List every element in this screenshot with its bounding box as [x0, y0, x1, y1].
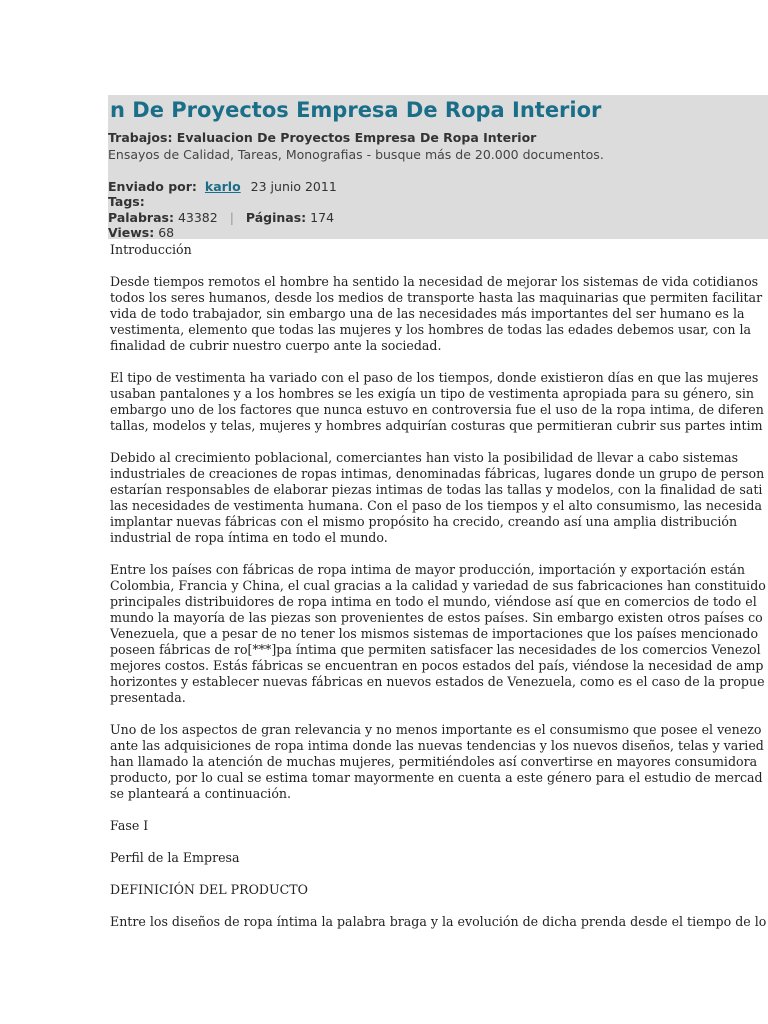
intro-heading: Introducción: [110, 242, 192, 257]
counts-row: [108, 210, 334, 225]
text-line: horizontes y establecer nuevas fábricas en nuevos estados de Venezuela, como es el caso de la propue: [110, 674, 765, 689]
text-line: presentada.: [110, 690, 186, 705]
text-line: Colombia, Francia y China, el cual gracias a la calidad y variedad de sus fabricaciones han constituido: [110, 578, 766, 593]
paragraph-3: [110, 450, 768, 546]
text-line: producto, por lo cual se estima tomar mayormente en cuenta a este género para el estudio de mercad: [110, 770, 763, 785]
tags-row: [108, 194, 145, 209]
tags-label: Tags:: [108, 194, 145, 209]
fase-heading: Fase I: [110, 818, 149, 833]
text-line: industriales de creaciones de ropas intimas, denominadas fábricas, lugares donde un grupo de person: [110, 466, 765, 481]
pages-label: Páginas:: [245, 210, 307, 225]
words-label: Palabras:: [108, 210, 174, 225]
text-line: implantar nuevas fábricas con el mismo propósito ha crecido, creando así una amplia distribución: [110, 514, 738, 529]
document-body: [110, 242, 768, 930]
document-title: n De Proyectos Empresa De Ropa Interior: [110, 98, 602, 122]
paragraph-4: [110, 562, 768, 706]
text-line: principales distribuidores de ropa intima en todo el mundo, viéndose así que en comercios de todo el: [110, 594, 757, 609]
text-line: Venezuela, que a pesar de no tener los mismos sistemas de importaciones que los países mencionado: [110, 626, 759, 641]
views-label: Views:: [108, 225, 155, 240]
text-line: tallas, modelos y telas, mujeres y hombres adquirían costuras que permitieran cubrir sus partes intim: [110, 418, 763, 433]
text-line: finalidad de cubrir nuestro cuerpo ante la sociedad.: [110, 338, 442, 353]
text-line: usaban pantalones y a los hombres se les exigía un tipo de vestimenta apropiada para su género, sin: [110, 386, 755, 401]
text-line: industrial de ropa íntima en todo el mundo.: [110, 530, 388, 545]
sent-by-label: Enviado por:: [108, 179, 197, 194]
meta-separator: |: [229, 210, 234, 225]
publish-date: 23 junio 2011: [250, 179, 337, 194]
ensayos-line: Ensayos de Calidad, Tareas, Monografias - busque más de 20.000 documentos.: [108, 147, 604, 162]
text-line: embargo uno de los factores que nunca estuvo en controversia fue el uso de la ropa intima, de diferen: [110, 402, 764, 417]
text-line: estarían responsables de elaborar piezas intimas de todas las tallas y modelos, con la finalidad de sati: [110, 482, 763, 497]
paragraph-1: [110, 274, 768, 354]
text-line: vestimenta, elemento que todas las mujeres y los hombres de todas las edades debemos usar, con la: [110, 322, 752, 337]
author-link[interactable]: karlo: [204, 179, 241, 194]
text-line: poseen fábricas de ro[***]pa íntima que permiten satisfacer las necesidades de los comercios Venezol: [110, 642, 761, 657]
text-line: Desde tiempos remotos el hombre ha sentido la necesidad de mejorar los sistemas de vida cotidianos: [110, 274, 759, 289]
text-line: todos los seres humanos, desde los medios de transporte hasta las maquinarias que permiten facilitar: [110, 290, 763, 305]
text-line: Uno de los aspectos de gran relevancia y no menos importante es el consumismo que posee el venezo: [110, 722, 762, 737]
text-line: las necesidades de vestimenta humana. Con el paso de los tiempos y el alto consumismo, las necesida: [110, 498, 762, 513]
definicion-heading: DEFINICIÓN DEL PRODUCTO: [110, 882, 308, 897]
words-count: 43382: [177, 210, 218, 225]
text-line: ante las adquisiciones de ropa intima donde las nuevas tendencias y los nuevos diseños, telas y varied: [110, 738, 764, 753]
text-line: han llamado la atención de muchas mujeres, permitiéndoles así convertirse en mayores consumidora: [110, 754, 758, 769]
text-line: El tipo de vestimenta ha variado con el paso de los tiempos, donde existieron días en que las mujeres: [110, 370, 759, 385]
paragraph-5: [110, 722, 768, 802]
text-line: mundo la mayoría de las piezas son provenientes de estos países. Sin embargo existen otros países co: [110, 610, 763, 625]
document-header-panel: [108, 95, 768, 239]
paragraph-2: [110, 370, 768, 434]
paragraph-6: [110, 914, 768, 930]
text-line: mejores costos. Estás fábricas se encuentran en pocos estados del país, viéndose la necesidad de amp: [110, 658, 764, 673]
perfil-heading: Perfil de la Empresa: [110, 850, 240, 865]
views-row: [108, 225, 174, 240]
text-line: Entre los países con fábricas de ropa intima de mayor producción, importación y exportación están: [110, 562, 745, 577]
pages-count: 174: [310, 210, 335, 225]
text-line: vida de todo trabajador, sin embargo una de las necesidades más importantes del ser humano es la: [110, 306, 745, 321]
trabajos-line: Trabajos: Evaluacion De Proyectos Empresa De Ropa Interior: [108, 130, 537, 145]
text-line: Entre los diseños de ropa íntima la palabra braga y la evolución de dicha prenda desde el tiempo de lo: [110, 914, 767, 929]
text-line: Debido al crecimiento poblacional, comerciantes han visto la posibilidad de llevar a cabo sistemas: [110, 450, 739, 465]
author-row: [108, 179, 337, 194]
text-line: se planteará a continuación.: [110, 786, 292, 801]
views-count: 68: [158, 225, 175, 240]
